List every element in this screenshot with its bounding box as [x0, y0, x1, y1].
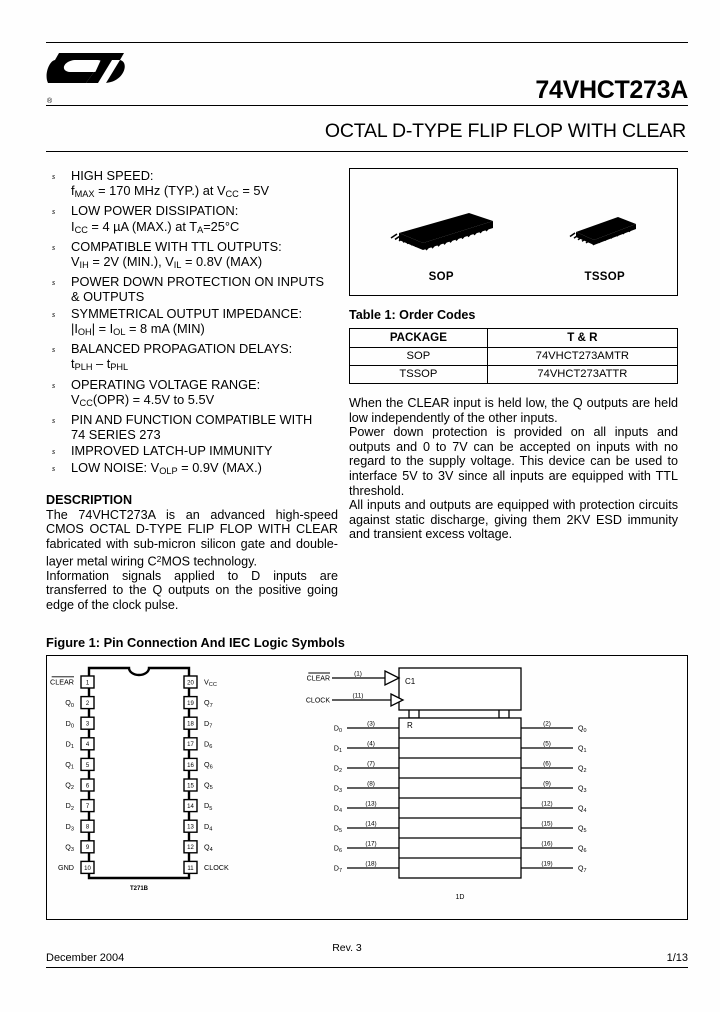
bullet-icon: s — [52, 415, 56, 425]
dip-pin-connection-diagram — [89, 668, 189, 878]
bullet-icon: s — [52, 172, 56, 181]
dip-pin-label-left — [58, 863, 74, 872]
body-columns — [46, 168, 688, 613]
feature-item — [46, 412, 338, 442]
dip-pin-number: 7 — [85, 803, 90, 810]
feature-line-2: $V_{CC}(OPR) = 4.5V$ to 5.5V — [71, 391, 215, 408]
st-logo — [46, 39, 132, 105]
feature-item — [46, 274, 338, 304]
dip-pin-number: 4 — [85, 741, 90, 748]
tssop-label: TSSOP — [584, 271, 625, 283]
svg-text:Q6: $Q_6$ — [204, 759, 213, 771]
dip-pin-number: 5 — [85, 762, 90, 769]
feature-line-1: BALANCED PROPAGATION DELAYS: — [71, 341, 293, 357]
left-column — [46, 168, 348, 613]
dip-pin-number: 1 — [85, 679, 90, 686]
dip-pin-number: 16 — [187, 762, 194, 769]
dip-pin-number: 18 — [187, 721, 194, 728]
iec-input-pin-number: (18) — [365, 860, 377, 868]
svg-text:D6: $D_6$ — [204, 738, 213, 750]
svg-text:CLOCK: CLOCK — [204, 862, 229, 872]
feature-line-2: $I_{CC} = 4$ µA (MAX.) at $T_A=25^\circ C$ — [71, 218, 240, 235]
dip-pin-label-right — [204, 863, 229, 872]
feature-line-2: & OUTPUTS — [71, 289, 145, 305]
svg-text:Q5: $Q_5$ — [578, 825, 587, 834]
iec-data-output-label — [578, 825, 587, 834]
description-heading: DESCRIPTION — [46, 492, 133, 507]
dip-pin-label-left — [66, 821, 74, 832]
feature-item — [46, 377, 338, 411]
dip-pin-label-left — [66, 801, 74, 812]
description-paragraph-3: When the CLEAR input is held low, the Q outputs are held low independently of the other inputs. — [349, 396, 678, 425]
svg-text:D7: $D_7$ — [204, 718, 213, 729]
dip-pin-number: 9 — [85, 844, 90, 851]
svg-text:D6: $D_6$ — [333, 845, 342, 854]
svg-text:Q3: $Q_3$ — [65, 841, 74, 853]
right-column — [348, 168, 678, 542]
package-sop — [381, 207, 501, 283]
iec-input-pin-number: (3) — [367, 720, 375, 728]
footer-row — [46, 952, 688, 967]
feature-line-1: LOW POWER DISSIPATION: — [71, 203, 239, 219]
dip-pin-number: 15 — [187, 782, 194, 789]
registered-mark: ® — [47, 98, 53, 105]
package-tssop — [564, 207, 646, 283]
description-paragraph-5: All inputs and outputs are equipped with protection circuits against static discharge, giving them 2KV ESD immunity and transient excess voltage. — [349, 498, 678, 542]
iec-data-input-label — [334, 765, 342, 774]
svg-text:D5: $D_5$ — [204, 800, 213, 812]
iec-input-pin-number: (14) — [365, 820, 377, 828]
page-title: 74VHCT273A — [535, 76, 688, 104]
order-codes-caption: Table 1: Order Codes — [349, 308, 476, 322]
iec-output-pin-number: (5) — [543, 740, 551, 748]
dip-pin-label-left — [65, 698, 74, 709]
iec-input-pin-number: (13) — [365, 800, 377, 808]
dip-pin-label-left — [65, 842, 74, 853]
device-subtitle: OCTAL D-TYPE FLIP FLOP WITH CLEAR — [324, 120, 686, 142]
dip-pin-number: 11 — [187, 865, 194, 872]
dip-pin-label-left — [50, 676, 74, 686]
dip-pin-label-right — [204, 677, 217, 688]
cell-package: SOP — [350, 348, 488, 366]
svg-text:Q5: $Q_5$ — [204, 780, 213, 791]
dip-pin-label-right — [204, 821, 212, 832]
dip-pin-label-right — [204, 698, 213, 709]
bullet-icon: s — [52, 309, 56, 319]
bullet-icon: s — [52, 207, 56, 217]
iec-input-pin-number: (7) — [367, 760, 375, 768]
iec-output-pin-number: (2) — [543, 720, 551, 728]
iec-data-input-label — [334, 805, 342, 814]
iec-data-input-label — [334, 865, 342, 874]
feature-line-2: $V_{IH} = 2V$ (MIN.), $V_{IL} = 0.8V$ (MAX) — [71, 254, 263, 271]
bullet-icon: s — [52, 345, 56, 355]
dip-pin-number: 14 — [187, 803, 194, 810]
svg-text:Q7: $Q_7$ — [578, 865, 587, 874]
bullet-icon: s — [52, 380, 56, 390]
svg-text:D2: $D_2$ — [333, 765, 342, 774]
feature-line-1: COMPATIBLE WITH TTL OUTPUTS: — [71, 238, 282, 254]
svg-text:CLEAR: CLEAR — [50, 677, 74, 687]
description-paragraph-2: Information signals applied to D inputs are transferred to the Q outputs on the positive going edge of the clock pulse. — [46, 568, 338, 612]
svg-text:Q7: $Q_7$ — [204, 697, 213, 709]
st-logo-glyph — [46, 39, 132, 87]
dip-pin-label-right — [204, 801, 212, 812]
svg-text:D0: $D_0$ — [333, 725, 342, 734]
iec-data-output-label — [578, 805, 587, 814]
svg-text:D4: $D_4$ — [204, 821, 213, 832]
iec-data-input-label — [334, 745, 342, 754]
svg-text:D2: $D_2$ — [65, 800, 74, 812]
tssop-package-icon — [564, 207, 646, 265]
sop-package-icon — [381, 207, 501, 265]
svg-text:D7: $D_7$ — [333, 865, 342, 874]
iec-input-pin-number: (4) — [367, 740, 375, 748]
iec-stub-left — [409, 710, 419, 718]
feature-item — [46, 443, 338, 458]
feature-item — [46, 306, 338, 340]
bullet-icon: s — [52, 242, 56, 252]
iec-clear-triangle — [385, 671, 399, 685]
feature-item — [46, 203, 338, 237]
dip-pin-number: 13 — [187, 824, 194, 831]
iec-input-pin-number: (17) — [365, 840, 377, 848]
revision-label: Rev. 3 — [332, 942, 362, 954]
cell-package: TSSOP — [350, 366, 488, 384]
dip-pin-label-right — [204, 760, 213, 771]
iec-control-pin-number: (1) — [354, 670, 362, 678]
svg-text:Q0: $Q_0$ — [65, 697, 74, 709]
dip-pin-label-right — [204, 718, 212, 729]
svg-text:D5: $D_5$ — [333, 825, 342, 834]
svg-text:Q2: $Q_2$ — [578, 765, 587, 774]
table-header-row — [350, 329, 678, 348]
iec-data-output-label — [578, 865, 587, 874]
feature-line-2: $t_{PLH} - t_{PHL}$ — [71, 356, 129, 373]
footer-date: December 2004 — [46, 952, 125, 964]
iec-data-input-label — [334, 845, 342, 854]
cell-order-code: 74VHCT273AMTR — [487, 348, 677, 366]
order-codes-body — [350, 348, 678, 384]
dip-pin-number: 20 — [187, 679, 194, 686]
footer-page-number: 1/13 — [666, 952, 688, 964]
svg-text:CLOCK: CLOCK — [305, 697, 330, 705]
column-header-tandr: T & R — [487, 329, 677, 348]
dip-pin-label-left — [65, 760, 74, 771]
iec-output-pin-number: (12) — [541, 800, 553, 808]
svg-text:Q1: $Q_1$ — [65, 759, 74, 771]
iec-output-pin-number: (15) — [541, 820, 553, 828]
iec-output-pin-number: (16) — [541, 840, 553, 848]
iec-output-pin-number: (6) — [543, 760, 551, 768]
dip-pin-number: 17 — [187, 741, 194, 748]
iec-control-block — [399, 668, 521, 710]
svg-text:D1: $D_1$ — [333, 745, 342, 754]
svg-text:Q3: $Q_3$ — [578, 785, 587, 794]
dip-pin-number: 3 — [85, 721, 90, 728]
svg-text:Q0: $Q_0$ — [578, 725, 587, 734]
feature-line-2: 74 SERIES 273 — [71, 427, 161, 443]
svg-text:D0: $D_0$ — [65, 718, 74, 729]
feature-line-1: PIN AND FUNCTION COMPATIBLE WITH — [71, 411, 313, 427]
table-row — [350, 366, 678, 384]
description-paragraph-4: Power down protection is provided on all inputs and outputs and 0 to 7V can be accepted on inputs with no regard to the supply voltage. This device can be used to interface 5V to 3V since all inputs are equipped with TTL threshold. — [349, 425, 678, 498]
dip-part-marking: T271B — [129, 885, 149, 892]
svg-text:D3: $D_3$ — [333, 785, 342, 794]
iec-footnote: 1D — [455, 893, 465, 901]
column-header-package: PACKAGE — [350, 329, 488, 348]
dip-pin-number: 10 — [84, 865, 91, 872]
iec-control-input-label — [306, 697, 330, 704]
svg-text:Q1: $Q_1$ — [578, 745, 587, 754]
dip-pin-label-right — [204, 739, 212, 750]
feature-item — [46, 460, 338, 479]
dip-pin-label-left — [65, 780, 74, 791]
figure1-drawing — [47, 656, 687, 918]
footer-rule — [46, 967, 688, 968]
package-illustration-box — [349, 168, 678, 296]
feature-line-1: HIGH SPEED: — [71, 168, 154, 183]
sop-label: SOP — [428, 271, 454, 283]
iec-data-input-label — [334, 725, 342, 734]
table-row — [350, 348, 678, 366]
page-footer — [46, 942, 688, 968]
iec-data-output-label — [578, 845, 587, 854]
subtitle-rule — [46, 151, 688, 152]
figure1-box — [46, 655, 688, 920]
iec-control-pin-number: (11) — [352, 692, 364, 700]
cell-order-code: 74VHCT273ATTR — [487, 366, 677, 384]
dip-body-outline — [89, 668, 189, 878]
figure1-caption: Figure 1: Pin Connection And IEC Logic Symbols — [46, 634, 345, 650]
dip-pin-number: 6 — [85, 782, 90, 789]
iec-block-marker: R — [407, 720, 413, 730]
dip-pin-number: 2 — [85, 700, 90, 707]
dip-pin-number: 8 — [85, 824, 90, 831]
feature-line-1: OPERATING VOLTAGE RANGE: — [71, 376, 261, 392]
feature-line-2: $|I_{OH}| = I_{OL} = 8$ mA (MIN) — [71, 320, 205, 337]
feature-line-1: SYMMETRICAL OUTPUT IMPEDANCE: — [71, 305, 303, 321]
svg-text:Q2: $Q_2$ — [65, 780, 74, 791]
feature-item — [46, 341, 338, 375]
svg-text:VCC: $V_{CC}$ — [204, 677, 217, 688]
svg-text:D3: $D_3$ — [65, 821, 74, 832]
feature-line-2: $f_{MAX} = 170$ MHz (TYP.) at $V_{CC} = 5V$ — [71, 183, 270, 200]
svg-text:Q4: $Q_4$ — [204, 841, 213, 853]
iec-data-output-label — [578, 785, 587, 794]
features-list — [46, 168, 338, 479]
dip-pin-number: 12 — [187, 844, 194, 851]
feature-line-1: LOW NOISE: $V_{OLP} = 0.9V$ (MAX.) — [71, 459, 262, 476]
iec-data-input-label — [334, 785, 342, 794]
svg-text:CLEAR: CLEAR — [306, 675, 330, 683]
iec-output-pin-number: (19) — [541, 860, 553, 868]
feature-item — [46, 239, 338, 273]
description-paragraph-1: The 74VHCT273A is an advanced high-speed CMOS OCTAL D-TYPE FLIP FLOP WITH CLEAR fabricated with sub-micron silicon gate and double-layer metal wiring $C^2MOS$ technology. — [46, 507, 338, 569]
svg-text:GND: GND — [58, 862, 74, 872]
feature-line-1: POWER DOWN PROTECTION ON INPUTS — [71, 274, 325, 290]
iec-input-pin-number: (8) — [367, 780, 375, 788]
dip-pin-label-right — [204, 780, 213, 791]
svg-text:D1: $D_1$ — [65, 738, 74, 750]
dip-pin-number: 19 — [187, 700, 194, 707]
svg-text:D4: $D_4$ — [333, 805, 342, 814]
iec-control-input-label — [307, 673, 330, 683]
iec-control-marker: C1 — [405, 676, 416, 686]
bullet-icon: s — [52, 447, 56, 457]
svg-text:Q4: $Q_4$ — [578, 805, 587, 814]
feature-item — [46, 168, 338, 202]
iec-logic-symbol — [332, 668, 521, 878]
svg-text:Q6: $Q_6$ — [578, 845, 587, 854]
dip-pin-label-right — [204, 842, 213, 853]
order-codes-table — [349, 328, 678, 384]
bullet-icon: s — [52, 463, 56, 473]
iec-data-output-label — [578, 725, 587, 734]
feature-line-1: IMPROVED LATCH-UP IMMUNITY — [71, 443, 273, 459]
iec-data-input-label — [334, 825, 342, 834]
bullet-icon: s — [52, 278, 56, 288]
dip-pin-label-left — [66, 718, 74, 729]
iec-stub-right — [499, 710, 509, 718]
iec-data-output-label — [578, 745, 587, 754]
header — [46, 43, 688, 105]
dip-pin-label-left — [66, 739, 74, 750]
iec-data-output-label — [578, 765, 587, 774]
page-content — [46, 42, 688, 920]
iec-output-pin-number: (9) — [543, 780, 551, 788]
